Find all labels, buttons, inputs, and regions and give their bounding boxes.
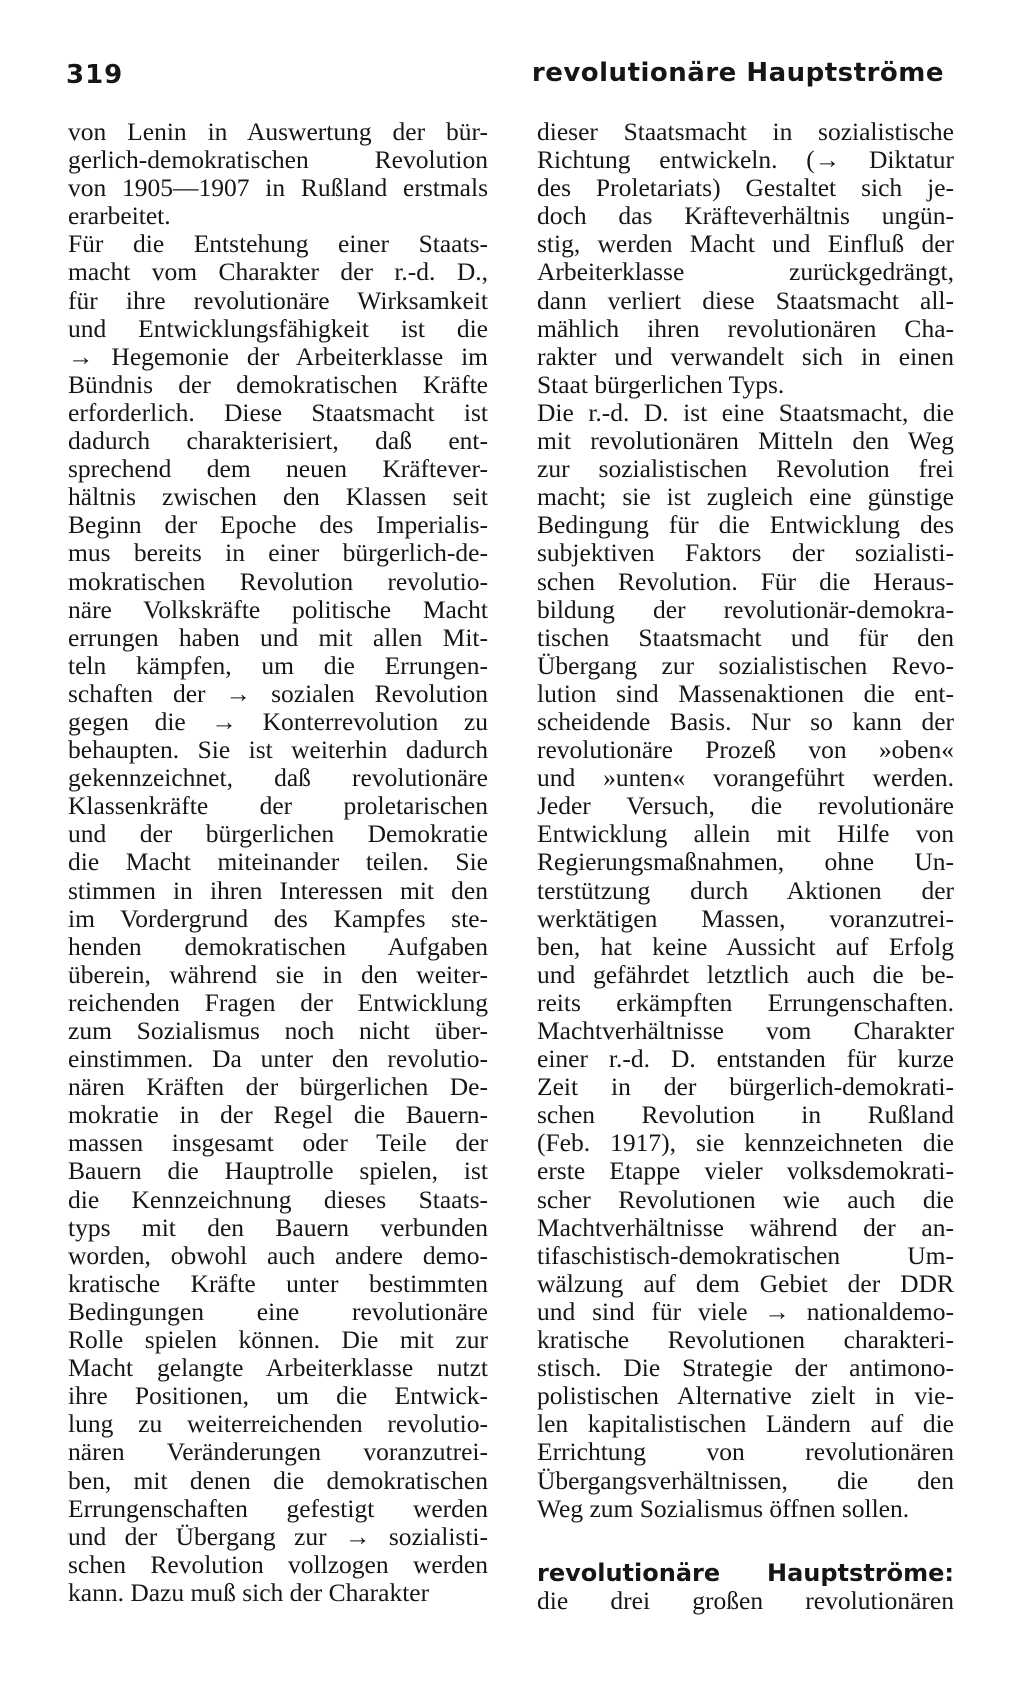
text-line: schen Revolution in Rußland xyxy=(537,1100,954,1130)
text-line: Machtverhältnisse während der an- xyxy=(537,1212,954,1242)
text-line: len kapitalistischen Ländern auf die xyxy=(537,1409,954,1439)
text-line: Für die Entstehung einer Staats- xyxy=(68,229,488,259)
text-line: subjektiven Faktors der sozialisti- xyxy=(537,538,954,568)
text-line: worden, obwohl auch andere demo- xyxy=(68,1240,488,1270)
text-line: lung zu weiterreichenden revolutio- xyxy=(68,1409,488,1439)
text-line: dadurch charakterisiert, daß ent- xyxy=(68,426,488,456)
text-line: von 1905—1907 in Rußland erstmals xyxy=(68,173,488,203)
text-line: (Feb. 1917), sie kennzeichneten die xyxy=(537,1128,954,1158)
text-line: einer r.-d. D. entstanden für kurze xyxy=(537,1044,954,1074)
text-line: stisch. Die Strategie der antimono- xyxy=(537,1353,954,1383)
text-line: für ihre revolutionäre Wirksamkeit xyxy=(68,285,488,315)
text-line: lution sind Massenaktionen die ent- xyxy=(537,678,954,708)
text-line: und sind für viele → nationaldemo- xyxy=(537,1296,954,1326)
text-line: die Kennzeichnung dieses Staats- xyxy=(68,1184,488,1214)
text-line: reits erkämpften Errungenschaften. xyxy=(537,987,954,1017)
running-head: revolutionäre Hauptströme xyxy=(531,58,944,88)
text-line: dieser Staatsmacht in sozialistische xyxy=(537,117,954,146)
text-line: macht; sie ist zugleich eine günstige xyxy=(537,482,954,512)
text-line: Macht gelangte Arbeiterklasse nutzt xyxy=(68,1353,488,1383)
text-line: Übergangsverhältnissen, die den xyxy=(537,1465,954,1495)
text-line: mokratie in der Regel die Bauern- xyxy=(68,1100,488,1130)
text-line: gekennzeichnet, daß revolutionäre xyxy=(68,763,488,793)
text-line: Beginn der Epoche des Imperialis- xyxy=(68,510,488,540)
text-line: des Proletariats) Gestaltet sich je- xyxy=(537,173,954,203)
text-line: und »unten« vorangeführt werden. xyxy=(537,763,954,793)
text-line: Bedingung für die Entwicklung des xyxy=(537,510,954,540)
text-line: sprechend dem neuen Kräftever- xyxy=(68,454,488,484)
text-line: von Lenin in Auswertung der bür- xyxy=(68,117,488,146)
text-line: reichenden Fragen der Entwicklung xyxy=(68,987,488,1017)
text-line: und gefährdet letztlich auch die be- xyxy=(537,959,954,989)
text-line: nären Kräften der bürgerlichen De- xyxy=(68,1072,488,1102)
text-line: henden demokratischen Aufgaben xyxy=(68,931,488,961)
text-line: Arbeiterklasse zurückgedrängt, xyxy=(537,257,954,287)
text-line: schen Revolution vollzogen werden xyxy=(68,1549,488,1579)
text-line: zur sozialistischen Revolution frei xyxy=(537,454,954,484)
entry-first-line: die drei großen revolutionären xyxy=(537,1585,954,1615)
text-line: Bauern die Hauptrolle spielen, ist xyxy=(68,1156,488,1186)
text-line: mit revolutionären Mitteln den Weg xyxy=(537,426,954,456)
text-line: kann. Dazu muß sich der Charakter xyxy=(68,1577,430,1607)
text-line: Bündnis der demokratischen Kräfte xyxy=(68,369,488,399)
text-line: polistischen Alternative zielt in vie- xyxy=(537,1381,954,1411)
text-line: teln kämpfen, um die Errungen- xyxy=(68,650,488,680)
text-line: nären Veränderungen voranzutrei- xyxy=(68,1437,488,1467)
text-line: erarbeitet. xyxy=(68,201,171,231)
text-line: Klassenkräfte der proletarischen xyxy=(68,791,488,821)
text-line: rakter und verwandelt sich in einen xyxy=(537,341,954,371)
text-line: näre Volkskräfte politische Macht xyxy=(68,594,488,624)
text-line: mus bereits in einer bürgerlich-de- xyxy=(68,538,488,568)
entry-headword: revolutionäre Hauptströme: xyxy=(537,1558,954,1587)
text-line: werktätigen Massen, voranzutrei- xyxy=(537,903,954,933)
text-line: dann verliert diese Staatsmacht all- xyxy=(537,285,954,315)
text-line: Übergang zur sozialistischen Revo- xyxy=(537,650,954,680)
text-line: die Macht miteinander teilen. Sie xyxy=(68,847,488,877)
text-line: Die r.-d. D. ist eine Staatsmacht, die xyxy=(537,397,954,427)
text-line: scher Revolutionen wie auch die xyxy=(537,1184,954,1214)
text-line: Bedingungen eine revolutionäre xyxy=(68,1296,488,1326)
text-line: wälzung auf dem Gebiet der DDR xyxy=(537,1268,954,1298)
left-column xyxy=(68,118,488,1607)
text-line: ben, hat keine Aussicht auf Erfolg xyxy=(537,931,954,961)
text-line: einstimmen. Da unter den revolutio- xyxy=(68,1044,488,1074)
text-line: typs mit den Bauern verbunden xyxy=(68,1212,488,1242)
text-line: mählich ihren revolutionären Cha- xyxy=(537,313,954,343)
text-line: kratische Revolutionen charakteri- xyxy=(537,1325,954,1355)
text-line: terstützung durch Aktionen der xyxy=(537,875,954,905)
text-line: zum Sozialismus noch nicht über- xyxy=(68,1016,488,1045)
text-line: Rolle spielen können. Die mit zur xyxy=(68,1325,488,1355)
text-line: scheidende Basis. Nur so kann der xyxy=(537,706,954,736)
text-line: erforderlich. Diese Staatsmacht ist xyxy=(68,397,488,427)
text-line: im Vordergrund des Kampfes ste- xyxy=(68,903,488,933)
text-line: stimmen in ihren Interessen mit den xyxy=(68,875,488,905)
text-line: macht vom Charakter der r.-d. D., xyxy=(68,257,488,287)
entry-gap xyxy=(537,1523,954,1559)
text-line: Regierungsmaßnahmen, ohne Un- xyxy=(537,847,954,877)
text-line: Jeder Versuch, die revolutionäre xyxy=(537,791,954,821)
text-line: und der bürgerlichen Demokratie xyxy=(68,819,488,849)
text-line: Errungenschaften gefestigt werden xyxy=(68,1493,488,1523)
text-line: Weg zum Sozialismus öffnen sollen. xyxy=(537,1493,910,1523)
text-line: revolutionäre Prozeß von »oben« xyxy=(537,735,954,765)
text-line: schaften der → sozialen Revolution xyxy=(68,678,488,708)
text-line: doch das Kräfteverhältnis ungün- xyxy=(537,201,954,231)
text-line: stig, werden Macht und Einfluß der xyxy=(537,229,954,259)
text-line: ben, mit denen die demokratischen xyxy=(68,1465,488,1495)
text-line: hältnis zwischen den Klassen seit xyxy=(68,482,488,512)
text-line: und Entwicklungsfähigkeit ist die xyxy=(68,313,488,343)
text-line: Richtung entwickeln. (→ Diktatur xyxy=(537,145,954,175)
text-line: gerlich-demokratischen Revolution xyxy=(68,145,488,175)
text-line: Staat bürgerlichen Typs. xyxy=(537,369,785,399)
text-line: → Hegemonie der Arbeiterklasse im xyxy=(68,341,488,371)
text-line: bildung der revolutionär-demokra- xyxy=(537,594,954,624)
text-line: massen insgesamt oder Teile der xyxy=(68,1128,488,1158)
text-line: behaupten. Sie ist weiterhin dadurch xyxy=(68,735,488,765)
page-number: 319 xyxy=(66,60,124,90)
right-column xyxy=(537,118,954,1615)
text-line: Entwicklung allein mit Hilfe von xyxy=(537,819,954,849)
text-line: kratische Kräfte unter bestimmten xyxy=(68,1268,488,1298)
text-line: Machtverhältnisse vom Charakter xyxy=(537,1016,954,1045)
text-line: und der Übergang zur → sozialisti- xyxy=(68,1521,488,1551)
text-line: tischen Staatsmacht und für den xyxy=(537,622,954,652)
text-line: ihre Positionen, um die Entwick- xyxy=(68,1381,488,1411)
text-line: tifaschistisch-demokratischen Um- xyxy=(537,1240,954,1270)
text-line: mokratischen Revolution revolutio- xyxy=(68,566,488,596)
text-line: Zeit in der bürgerlich-demokrati- xyxy=(537,1072,954,1102)
text-line: schen Revolution. Für die Heraus- xyxy=(537,566,954,596)
text-line: erste Etappe vieler volksdemokrati- xyxy=(537,1156,954,1186)
text-line: Errichtung von revolutionären xyxy=(537,1437,954,1467)
text-line: errungen haben und mit allen Mit- xyxy=(68,622,488,652)
text-line: gegen die → Konterrevolution zu xyxy=(68,706,488,736)
text-line: überein, während sie in den weiter- xyxy=(68,959,488,989)
